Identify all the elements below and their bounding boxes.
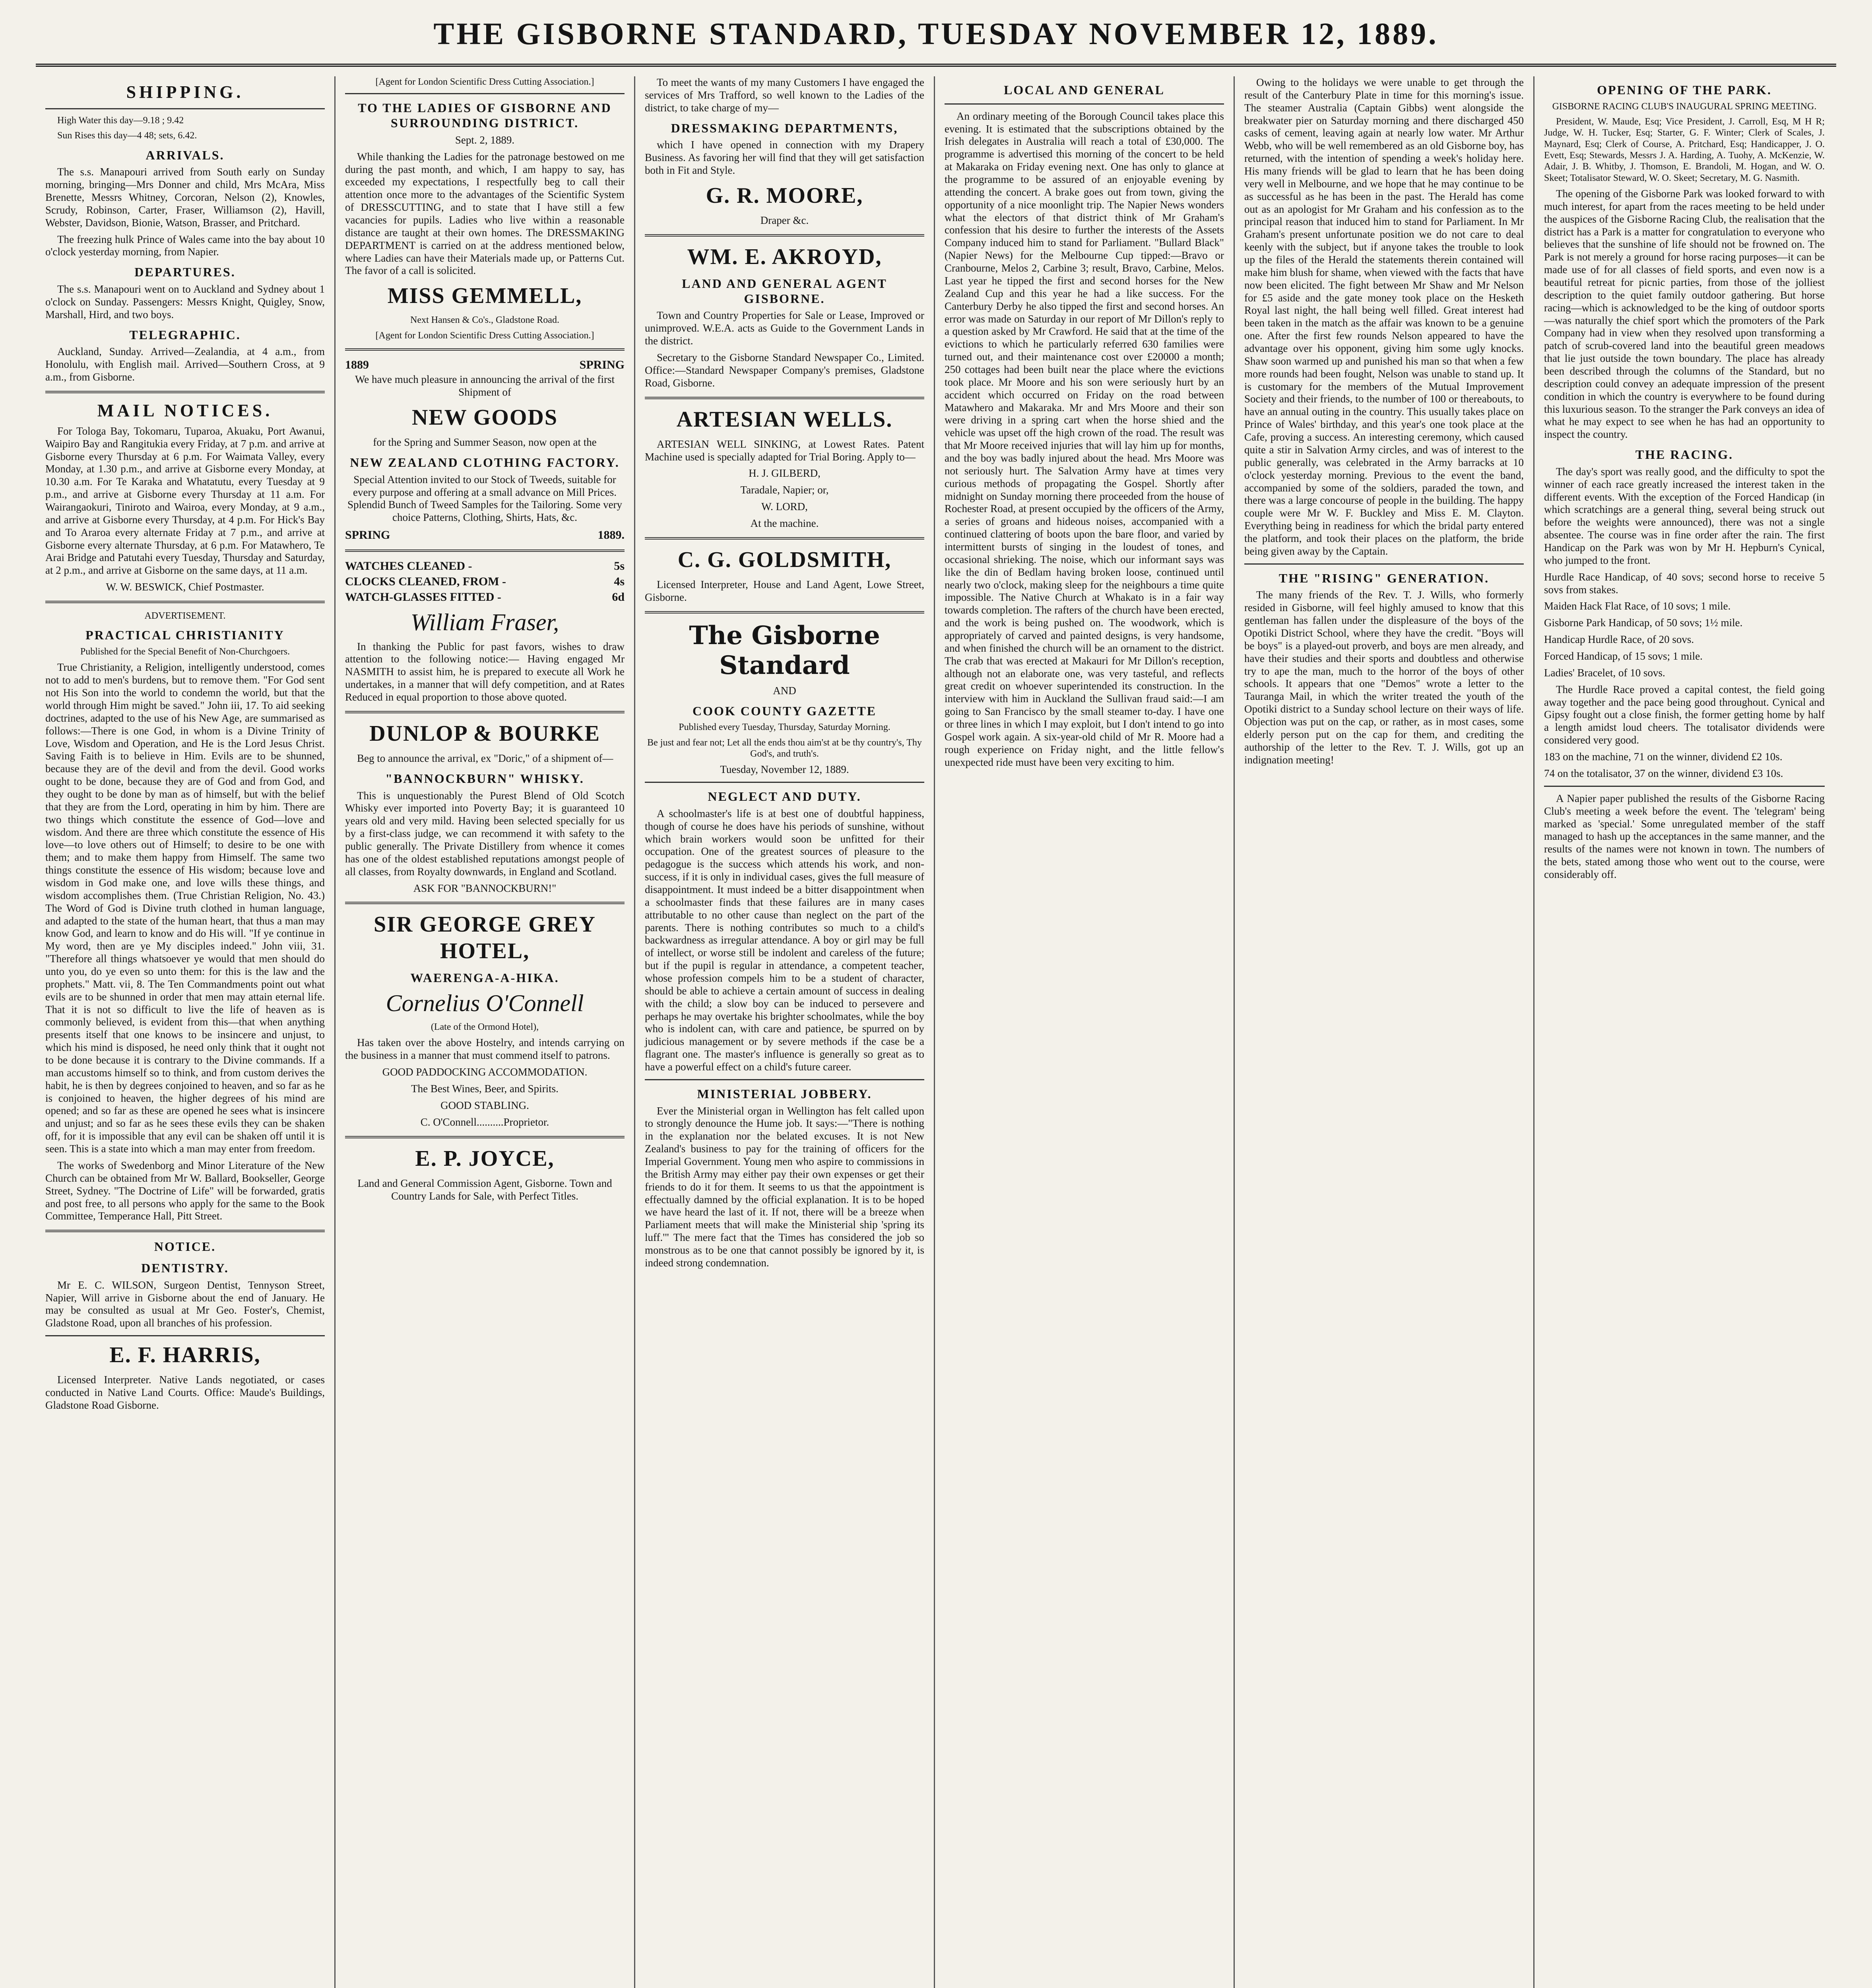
nameplate-and: AND bbox=[773, 684, 796, 697]
divider bbox=[1544, 786, 1825, 787]
christianity-title: PRACTICAL CHRISTIANITY bbox=[85, 628, 285, 643]
agent-bottom: [Agent for London Scientific Dress Cutting Association.] bbox=[375, 330, 594, 341]
gemmell-name: MISS GEMMELL, bbox=[387, 283, 582, 309]
departures-title: DEPARTURES. bbox=[134, 265, 236, 280]
local-general-text: An ordinary meeting of the Borough Council takes place this evening. It is estimated that the subscriptions obtained by the Irish delegates in Australia will reach a total of £30,000. The programme is advertised this morning of the concert to be held at Makaraka on Friday evening next. One has only to glance at the programme to be assured of an enjoyable evening by attending the concert. A brake goes out from town, giving the opportunity of a nice moonlight trip. The Napier News wonders what the electors of that district think of Mr Graham's confession that his desire to further the interests of the Assets Company induced him to stand for Parliament. "Bullard Black" (Napier News) for the Melbourne Cup tipped:—Bravo or Cranbourne, Melos 2, Carbine 3; result, Bravo, Carbine, Melos. Last year he tipped the first and second horses for the New Zealand Cup and this year he had a like success. For the Canterbury Derby he also tipped the first and second horses. An error was made on Saturday in our report of Mr Dillon's reply to a question asked by Mr Crawford. He said that at the time of the evictions to which he particularly referred 630 families were turned out, and their maintenance cost over £20000 a month; 250 cottages had been built near the place where the evictions took place. Mr Moore and his son were seriously hurt by an accident which occurred on Friday on the road between Matawhero and Makaraka. Mr and Mrs Moore and their son were driving in a spring cart when the horse shied and the vehicle was upset off the high crown of the road. The result was that Mr Moore received injuries that will lay him up for months, and the boy was badly injured about the head. Mrs Moore was not seriously hurt. The Salvation Army have at times very curious methods of propagating the Gospel. Shortly after midnight on Sunday morning there proceeded from the house of Rochester Road, at present occupied by the officers of the Army, a series of groans and hideous noises, accompanied with a continued clattering of boots upon the bare floor, and varied by intermittent bursts of singing in the loudest of tones, and occasional shrieking. The noise, which our informant says was like the din of Bedlam having broken loose, continued until nearly two o'clock, making sleep for the neighbours a time quite impossible. The Native Church at Whakato is in a fair way towards completion. The rafters of the church have been erected, and the work is being pushed on. The woodwork, which is appropriately of carved and painted designs, is very handsome, and when finished the church will be an ornament to the district. The crab that was erected at Makauri for Mr Dillon's reception, although not an elaborate one, was very tasteful, and reflects great credit on whoever superintended its construction. In the interview with him in Auckland the Sullivan fraud said:—I am going to San Francisco by the small steamer to-day. I have one or three lines in which I may exploit, but I don't intend to go into Gospel work again. A six-year-old child of Mr R. Moore had a rough experience on Friday night, and the little fellow's unexpected ride must have been very exciting to him. bbox=[945, 110, 1224, 768]
rising-text: The many friends of the Rev. T. J. Wills, who formerly resided in Gisborne, will feel highly amused to know that this gentleman has fallen under the displeasure of the boys of the Opotiki District School, where they have the credit. "Boys will be boys" is a played-out proverb, and boys are men already, and have their studies and their sports and doubtless and otherwise try to ape the man, much to the horror of the boys of other schools. It appears that one "Demos" wrote a letter to the Tauranga Mail, in which the writer treated the youth of the Opotiki district to a Sunday school lecture on their ways of life. Objection was put on the cap, or rather, as in most cases, some elderly person put on the cap for them, and crediting the authorship of the letter to the Rev. T. J. Wills, got up an indignation meeting! bbox=[1244, 589, 1524, 766]
moore-text-2: which I have opened in connection with my Drapery Business. As favoring her will find that they will get satisfaction both in Fit and Style. bbox=[645, 139, 924, 177]
local-general-title: LOCAL AND GENERAL bbox=[1004, 83, 1165, 97]
column-2 bbox=[336, 76, 635, 1988]
dunlop-text: Beg to announce the arrival, ex "Doric," of a shipment of— bbox=[357, 752, 613, 764]
moore-name: G. R. MOORE, bbox=[706, 183, 863, 208]
goldsmith-text: Licensed Interpreter, House and Land Agent, Lowe Street, Gisborne. bbox=[645, 578, 924, 603]
arrivals-title: ARRIVALS. bbox=[145, 148, 225, 162]
spring-header bbox=[345, 358, 625, 372]
dentist-text: Mr E. C. WILSON, Surgeon Dentist, Tennyson Street, Napier, Will arrive in Gisborne about the end of January. He may be consulted as usual at Mr Geo. Foster's, Chemist, Gladstone Road, upon all branches of his profession. bbox=[45, 1279, 325, 1329]
column-5 bbox=[1235, 76, 1534, 1988]
spring-text: We have much pleasure in announcing the arrival of the first Shipment of bbox=[355, 373, 615, 398]
totalisator-result: 183 on the machine, 71 on the winner, dividend £2 10s. bbox=[1544, 751, 1783, 763]
divider bbox=[645, 611, 924, 613]
newspaper-nameplate: The Gisborne Standard bbox=[689, 620, 880, 681]
divider bbox=[645, 397, 924, 399]
race-entry: Maiden Hack Flat Race, of 10 sovs; 1 mile. bbox=[1544, 600, 1731, 612]
divider bbox=[645, 537, 924, 540]
divider bbox=[45, 601, 325, 603]
hotel-place: WAERENGA-A-HIKA. bbox=[410, 970, 559, 985]
joyce-text: Land and General Commission Agent, Gisborne. Town and Country Lands for Sale, with Perfect Titles. bbox=[357, 1177, 612, 1202]
dunlop-name: DUNLOP & BOURKE bbox=[369, 721, 600, 746]
wells-address-2: At the machine. bbox=[750, 517, 819, 529]
interpreter-text: Licensed Interpreter. Native Lands negotiated, or cases conducted in Native Land Courts. Office: Maude's Buildings, Gladstone Road Gisborne. bbox=[45, 1374, 325, 1411]
gazette-name: COOK COUNTY GAZETTE bbox=[693, 703, 877, 718]
shipping-title: SHIPPING. bbox=[126, 82, 244, 102]
race-entry: Gisborne Park Handicap, of 50 sovs; 1½ mile. bbox=[1544, 617, 1743, 629]
ladies-text: While thanking the Ladies for the patronage bestowed on me during the past month, and which, I am happy to say, has exceeded my expectations, I respectfully beg to call their attention once more to the advantages of the Scientific System of DRESSCUTTING, and to state that I have still a few vacancies for pupils. Ladies who live within a reasonable distance are taught at their own homes. The DRESSMAKING DEPARTMENT is carried on at the address mentioned below, where Ladies can have their Materials made up, or Patterns Cut. The favor of a call is solicited. bbox=[345, 150, 625, 277]
divider bbox=[345, 549, 625, 552]
race-entry: Forced Handicap, of 15 sovs; 1 mile. bbox=[1544, 650, 1703, 662]
arrivals-text-2: The freezing hulk Prince of Wales came into the bay about 10 o'clock yesterday morning, from Napier. bbox=[45, 233, 325, 258]
race-entry: Handicap Hurdle Race, of 20 sovs. bbox=[1544, 633, 1694, 646]
hotel-text: Has taken over the above Hostelry, and intends carrying on the business in a manner that must commend itself to patrons. bbox=[345, 1037, 625, 1062]
mail-text: For Tologa Bay, Tokomaru, Tuparoa, Akuaku, Port Awanui, Waipiro Bay and Rangitukia every Friday, at 7 p.m. and arrive at Gisborne every Thursday at 6 p.m. For Waimata Valley, every Monday, at 1.30 p.m., and arrive at Gisborne every Monday, at 10.30 a.m. For Te Karaka and Whatatutu, every Tuesday at 9 p.m., and arrive at Gisborne every Thursday at 11 a.m. For Wairangaokuri, Tiniroto and Wairoa, every Monday, at 9 a.m., and arrive at Gisborne every Thursday, at 4 p.m. For Hick's Bay and To Araroa every alternate Friday at 7 p.m., and arrive at Gisborne every alternate Thursday, at 6 p.m. For Matawhero, Te Arai Bridge and Patutahi every Tuesday, Thursday and Saturday, at 2 p.m., and arrive at Gisborne on the same days, at 11 a.m. bbox=[45, 425, 325, 577]
price-row bbox=[345, 559, 625, 573]
joyce-name: E. P. JOYCE, bbox=[415, 1146, 555, 1171]
spring-footer-left: SPRING bbox=[345, 528, 390, 542]
price-value: 4s bbox=[614, 575, 625, 588]
wells-address-1: Taradale, Napier; or, bbox=[740, 484, 829, 496]
park-title: OPENING OF THE PARK. bbox=[1597, 83, 1772, 97]
bannockburn: "BANNOCKBURN" WHISKY. bbox=[385, 771, 584, 786]
moore-role: Draper &c. bbox=[760, 214, 809, 226]
divider bbox=[45, 108, 325, 109]
divider bbox=[345, 711, 625, 713]
goldsmith-name: C. G. GOLDSMITH, bbox=[677, 547, 892, 572]
wines: The Best Wines, Beer, and Spirits. bbox=[411, 1083, 559, 1095]
divider bbox=[345, 1136, 625, 1138]
advertisement-label: ADVERTISEMENT. bbox=[144, 611, 226, 621]
neglect-text: A schoolmaster's life is at best one of doubtful happiness, though of course he does have his periods of sunshine, without which brain workers would soon be unfitted for their occupation. One of the greatest sources of pleasure to the pedagogue is the success which attends his work, and non-success, if it is only in individual cases, gives the full measure of disappointment. It must indeed be a bitter disappointment when a schoolmaster finds that these failures are in many cases attributable to no other cause than neglect on the part of the parents. There is nothing contributes so much to a child's backwardness as irregular attendance. A boy or girl may be full of intellect, or worse still be indolent and careless of the future; but if the pupil is regular in attendance, a competent teacher, whose profession compels him to be a student of character, should be able to achieve a certain amount of success in dealing with the child; a slow boy can be induced to persevere and perhaps he may overtake his brighter schoolmates, while the boy who is indolent can, with care and patience, be spurred on by judicious management or by severe methods if the case be a flagrant one. The master's influence is generally so great as to have a powerful effect on a child's future career. bbox=[645, 807, 924, 1073]
paddocking: GOOD PADDOCKING ACCOMMODATION. bbox=[382, 1066, 588, 1078]
divider bbox=[645, 782, 924, 783]
jobbery-text: Ever the Ministerial organ in Wellington has felt called upon to strongly denounce the Hume job. It says:—"There is nothing in the explanation nor the belated excuses. It is not New Zealand's business to pay for the training of officers for the Imperial Government. Young men who aspire to commissions in the British Army may either pay their own expenses or get their friends to do it for them. It seems to us that the appointment is effectually damned by the official explanation. It is to be hoped we have heard the last of it. If not, there will be a breeze when Parliament meets that will make the Ministerial ship 'spring its luff.'" The mere fact that the Times has considered the job so monstrous as to be one that cannot possibly be ignored by it, is indeed strong condemnation. bbox=[645, 1105, 924, 1269]
price-row bbox=[345, 590, 625, 604]
ladies-date: Sept. 2, 1889. bbox=[455, 134, 515, 146]
price-value: 5s bbox=[614, 559, 625, 573]
divider bbox=[1244, 563, 1524, 565]
arrivals-text: The s.s. Manapouri arrived from South early on Sunday morning, bringing—Mrs Donner and child, Mrs McAra, Miss Brenette, Messrs Whitney, Corcoran, Nelson (2), Knowles, Scrudy, Robinson, Carter, Fraser, Williamson (2), Havill, Webster, Davidson, Bionie, Watson, Brasser, and Pritchard. bbox=[45, 166, 325, 229]
column-4 bbox=[935, 76, 1235, 1988]
local-general-continued: Owing to the holidays we were unable to get through the result of the Canterbury Plate in time for this morning's issue. The steamer Australia (Captain Gibbs) went alongside the breakwater pier on Saturday morning and there discharged 450 casks of cement, leaving again at nearly low water. Mr Arthur Webb, who will be well remembered as an old Gisborne boy, has returned, with the intention of spending a week's holiday here. His many friends will be glad to learn that he has been doing very well in Melbourne, and we hope that he may continue to be as successful as he has been in the past. The Herald has come out as an apologist for Mr Graham and his confession as to the principal reason that induced him to stand for Parliament. In Mr Graham's present unfortunate position we do not care to deal keenly with the subject, but if anyone takes the trouble to look up the files of the Herald the statements therein contained will make him blush for shame, when viewed with the facts that have now been elicited. The fight between Mr Shaw and Mr Nelson for £5 aside and the gate money took place on the Hesketh Royal last night, the hall being well filled. Great interest had been taken in the match as the affair was known to be a genuine one. After the first few rounds Nelson appeared to have the advantage over his opponent, giving him some ugly knocks. Shaw soon warmed up and punished his man so that when a few more rounds had been fought, Nelson was unable to stand up. It is customary for the members of the Mutual Improvement Society and their friends, to the number of 100 or thereabouts, to have an annual outing in the country. This usually takes place on Prince of Wales' birthday, and this year's one took place at the Cafe, proving a success. An interesting ceremony, which caused quite a stir in Salvation Army circles, and was of interest to the public generally, was celebrated in the Army barracks at 10 o'clock yesterday morning. Previous to the event the band, accompanied by some of the soldiers, paraded the town, and there was a large concourse of people in the building. The happy couple were Mr W. F. Buckley and Miss E. M. Clayton. Everything being in readiness for which the bridal party entered the platform, and took their places on the platform, the bride being given away by the Captain. bbox=[1244, 76, 1524, 557]
high-water: High Water this day—9.18 ; 9.42 bbox=[57, 115, 184, 126]
hotel-name: SIR GEORGE GREY HOTEL, bbox=[374, 912, 596, 963]
agent-top: [Agent for London Scientific Dress Cutting Association.] bbox=[375, 77, 594, 87]
issue-date: Tuesday, November 12, 1889. bbox=[720, 763, 849, 776]
racing-title: THE RACING. bbox=[1635, 447, 1734, 462]
christianity-text-2: The works of Swedenborg and Minor Literature of the New Church can be obtained from Mr W. Ballard, Bookseller, George Street, Sydney. "The Doctrine of Life" will be forwarded, gratis and post free, to all persons who apply for the same to the Book Committee, Temperance Hall, Pitt Street. bbox=[45, 1159, 325, 1222]
spring-footer-right: 1889. bbox=[597, 528, 625, 542]
stabling: GOOD STABLING. bbox=[440, 1099, 529, 1111]
clothing-factory: NEW ZEALAND CLOTHING FACTORY. bbox=[350, 455, 620, 470]
gemmell-address: Next Hansen & Co's., Gladstone Road. bbox=[410, 315, 559, 326]
mail-notices-title: MAIL NOTICES. bbox=[97, 400, 273, 420]
ladies-heading: TO THE LADIES OF GISBORNE AND SURROUNDING DISTRICT. bbox=[358, 101, 612, 130]
spring-text-3: Special Attention invited to our Stock of Tweeds, suitable for every purpose and offering at a small advance on Mill Prices. Splendid Bunch of Tweed Samples for the Tailoring. Some very choice Patterns, Clothing, Shirts, Hats, &c. bbox=[347, 473, 623, 524]
column-1 bbox=[36, 76, 336, 1988]
fraser-name: William Fraser, bbox=[410, 609, 559, 635]
notice-title: NOTICE. bbox=[154, 1239, 216, 1254]
price-row bbox=[345, 575, 625, 588]
spring-year: 1889 bbox=[345, 358, 369, 371]
divider bbox=[645, 1079, 924, 1080]
price-label: WATCHES CLEANED - bbox=[345, 559, 472, 573]
wells-name-2: W. LORD, bbox=[761, 501, 808, 513]
spring-footer bbox=[345, 528, 625, 542]
dentistry-title: DENTISTRY. bbox=[141, 1260, 229, 1275]
jobbery-title: MINISTERIAL JOBBERY. bbox=[697, 1086, 872, 1101]
divider bbox=[645, 234, 924, 237]
masthead: THE GISBORNE STANDARD, TUESDAY NOVEMBER 12, 1889. bbox=[36, 16, 1836, 67]
divider bbox=[345, 348, 625, 351]
racing-text-2: The Hurdle Race proved a capital contest, the field going away together and the pace being good throughout. Cynical and Gipsy fought out a close finish, the former getting home by half a length amidst loud cheers. The totalisator dividends were considered very good. bbox=[1544, 683, 1825, 746]
divider bbox=[45, 1335, 325, 1336]
divider bbox=[45, 391, 325, 393]
christianity-text: True Christianity, a Religion, intelligently understood, comes not to add to men's burdens, but to remove them. "For God sent not His Son into the world to condemn the world, but that the world through Him might be saved." John iii, 17. To aid seeking doctrines, adapted to the use of his New Age, are summarised as follows:—There is one God, in whom is a Divine Trinity of Love, Wisdom and Operation, and He is the Lord Jesus Christ. Saving Faith is to believe in Him. Evils are to be shunned, because they are of the devil and from the devil. Good works ought to be done, because they are of God and from God, and they ought to be done by man as of himself, but with the belief that they are from the Lord, operating in him by him. There are two things which constitute the essence of God—love and wisdom. And there are three which constitute the essence of His love—to love others out of Himself; to desire to be one with them; and to make them happy from Himself. The same two things constitute the essence of His wisdom; because love and wisdom in God make one, and love wills these things, and wisdom accomplishes them. (True Christian Religion, No. 43.) The Word of God is Divine truth clothed in human language, and adapted to the state of the human heart, that thus a man may know God, and learn to know and do His will. "If ye continue in My word, then are ye My disciples indeed." John viii, 31. "Therefore all things whatsoever ye would that men should do unto you, do ye even so unto them: for this is the law and the prophets." Matt. vii, 8. The Ten Commandments point out what evils are to be shunned in order that men may attain eternal life. That it is not so difficult to live the life of heaven as is commonly believed, is evident from this—that when anything presents itself that one knows to be insincere and unjust, to which his mind is disposed, he need only think that it ought not to be done because it is contrary to the Divine commands. If a man accustoms himself so to think, and from custom derives the habit, he is then by degrees conjoined to heaven, and so far as he is conjoined to heaven, the higher degrees of his mind are opened; and so far as these are opened he sees what is insincere and unjust; and so far as he sees these evils they can be shaken off, for it is impossible that any evil can be shaken off until it is seen. This is a state into which a man may enter from freedom. bbox=[45, 661, 325, 1155]
motto: Be just and fear not; Let all the ends thou aim'st at be thy country's, Thy God's, and truth's. bbox=[647, 737, 922, 759]
divider bbox=[45, 1230, 325, 1232]
wells-name-1: H. J. GILBERD, bbox=[749, 467, 821, 480]
spring-text-2: for the Spring and Summer Season, now open at the bbox=[373, 436, 597, 448]
park-subtitle: GISBORNE RACING CLUB'S INAUGURAL SPRING MEETING. bbox=[1552, 101, 1817, 112]
column-3 bbox=[635, 76, 935, 1988]
park-text: The opening of the Gisborne Park was looked forward to with much interest, for apart from the races meeting to be held under the auspices of the Gisborne Racing Club, the realisation that the district has a Park is a matter for congratulation to everyone who believes that the sunshine of life should not be frowned on. The Park is not merely a ground for horse racing purposes—it can be made use of for all classes of field sports, and even now is a beautiful retreat for picnic parties, from those of the jolliest description to the quiet family outdoor gathering. But horse racing—which is acknowledged to be the king of outdoor sports—was naturally the chief sport which the promoters of the Park Company had in view when they resolved upon transforming a patch of scrub-covered land into the beautiful green meadows that lie just outside the town boundary. The place has already been described through the columns of the Standard, but no description could convey an adequate impression of the present condition in which the country is everywhere to be found during this luxurious season. To the stranger the Park conveys an idea of what he may expect to see when he has had an opportunity to inspect the country. bbox=[1544, 187, 1825, 441]
oconnell-name: Cornelius O'Connell bbox=[386, 990, 584, 1017]
oconnell-sub: (Late of the Ormond Hotel), bbox=[431, 1022, 539, 1033]
race-entry: Hurdle Race Handicap, of 40 sovs; second horse to receive 5 sovs from stakes. bbox=[1544, 571, 1825, 596]
fraser-text: In thanking the Public for past favors, wishes to draw attention to the following notice:— Having engaged Mr NASMITH to assist him, he is prepared to execute all Work he undertakes, in a manner that will defy competition, and at Rates Reduced in equal proportion to those above quoted. bbox=[345, 640, 625, 703]
interpreter-name: E. F. HARRIS, bbox=[109, 1343, 261, 1368]
moore-text: To meet the wants of my many Customers I have engaged the services of Mrs Trafford, so well known to the Ladies of the district, to take charge of my— bbox=[645, 76, 924, 114]
proprietor: C. O'Connell..........Proprietor. bbox=[420, 1116, 549, 1128]
dress-department: DRESSMAKING DEPARTMENTS, bbox=[671, 120, 898, 135]
columns bbox=[36, 76, 1836, 1988]
divider bbox=[345, 902, 625, 904]
telegraphic-title: TELEGRAPHIC. bbox=[129, 327, 241, 342]
wells-text: ARTESIAN WELL SINKING, at Lowest Rates. Patent Machine used is specially adapted for Trial Boring. Apply to— bbox=[645, 438, 924, 463]
race-officials: President, W. Maude, Esq; Vice President, J. Carroll, Esq, M H R; Judge, W. H. Tucker, Esq; Starter, G. F. Winter; Clerk of Scales, J. Maynard, Esq; Clerk of Course, A. Pritchard, Esq; Handicapper, J. O. Evett, Esq; Stewards, Messrs J. A. Harding, A. Tuohy, A. McKenzie, W. Adair, J. B. Whitby, J. Thomson, E. Brandoli, M. Hogan, and W. O. Skeet; Totalisator Steward, W. O. Skeet; Secretary, M. G. Nasmith. bbox=[1544, 116, 1825, 183]
closing-text: A Napier paper published the results of the Gisborne Racing Club's meeting a week before the event. The 'telegram' being marked as 'special.' Some unregulated member of the staff managed to hash up the acceptances in the same manner, and the results of the names were not known in town. The numbers of the bets, stated among those who went out to the course, were considerably off. bbox=[1544, 792, 1825, 880]
price-value: 6d bbox=[612, 590, 625, 604]
publication-schedule: Published every Tuesday, Thursday, Saturday Morning. bbox=[679, 722, 890, 733]
artesian-wells: ARTESIAN WELLS. bbox=[676, 407, 893, 432]
price-label: CLOCKS CLEANED, FROM - bbox=[345, 575, 506, 588]
neglect-title: NEGLECT AND DUTY. bbox=[708, 789, 861, 804]
racing-text: The day's sport was really good, and the difficulty to spot the winner of each race greatly increased the interest taken in the different events. With the exception of the Forced Handicap (in which scratchings are a general thing, several being struck out before the weights were announced), there was not a single absentee. The course was in fine order after the rain. The first Handicap on the Park was won by Mr H. Hepburn's Cynical, who jumped to the front. bbox=[1544, 465, 1825, 566]
dunlop-text-2: This is unquestionably the Purest Blend of Old Scotch Whisky ever imported into Poverty Bay; it is guaranteed 10 years old and very mild. Having been selected specially for us by a first-class judge, we can recommend it with safety to the public generally. The Private Distillery from whence it comes has one of the oldest established reputations amongst people of all classes, from Royalty downwards, in England and Scotland. bbox=[345, 789, 625, 878]
ask-for: ASK FOR "BANNOCKBURN!" bbox=[413, 882, 557, 894]
price-label: WATCH-GLASSES FITTED - bbox=[345, 590, 501, 604]
akroyd-secretary: Secretary to the Gisborne Standard Newspaper Co., Limited. Office:—Standard Newspaper Company's premises, Gladstone Road, Gisborne. bbox=[645, 351, 924, 389]
divider bbox=[945, 103, 1224, 105]
akroyd-name: WM. E. AKROYD, bbox=[687, 244, 882, 269]
christianity-subtitle: Published for the Special Benefit of Non-Churchgoers. bbox=[80, 646, 290, 657]
spring-word: SPRING bbox=[579, 358, 625, 371]
mail-signature: W. W. BESWICK, Chief Postmaster. bbox=[106, 581, 264, 593]
race-entry: Ladies' Bracelet, of 10 sovs. bbox=[1544, 666, 1665, 679]
departures-text: The s.s. Manapouri went on to Auckland and Sydney about 1 o'clock on Sunday. Passengers: Messrs Knight, Quigley, Snow, Marshall, Hird, and two boys. bbox=[45, 283, 325, 320]
column-6 bbox=[1534, 76, 1834, 1988]
akroyd-text: Town and Country Properties for Sale or Lease, Improved or unimproved. W.E.A. acts as Guide to the Government Lands in the district. bbox=[645, 309, 924, 347]
telegraphic-text: Auckland, Sunday. Arrived—Zealandia, at 4 a.m., from Honolulu, with English mail. Arrived—Southern Cross, at 9 a.m., from Gisborne. bbox=[45, 346, 325, 383]
new-goods: NEW GOODS bbox=[411, 405, 558, 430]
akroyd-role: LAND AND GENERAL AGENT GISBORNE. bbox=[682, 276, 887, 306]
divider bbox=[345, 93, 625, 94]
rising-title: THE "RISING" GENERATION. bbox=[1278, 571, 1490, 585]
sun-times: Sun Rises this day—4 48; sets, 6.42. bbox=[57, 130, 197, 141]
totalisator-result: 74 on the totalisator, 37 on the winner, dividend £3 10s. bbox=[1544, 767, 1783, 779]
